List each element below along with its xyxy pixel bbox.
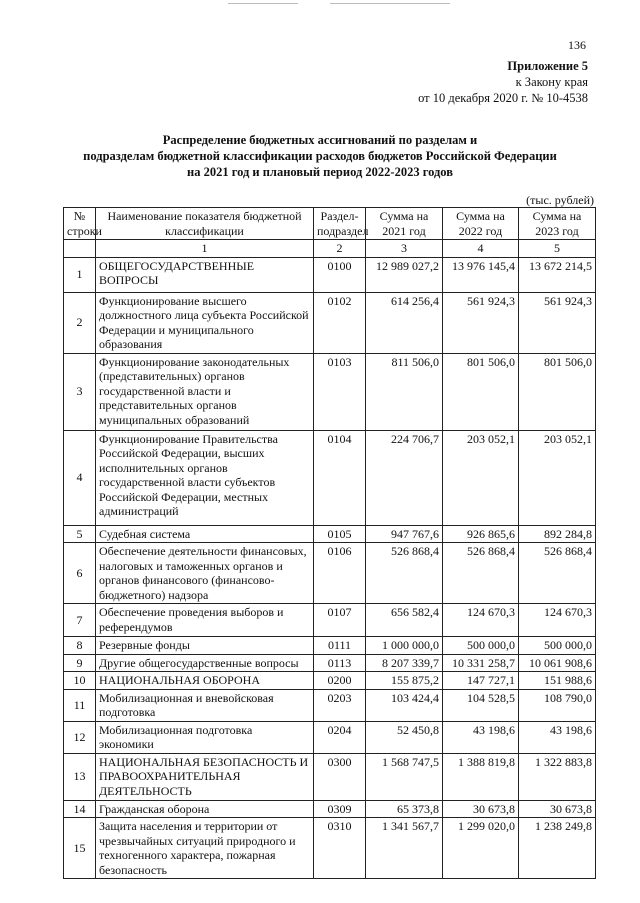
header-row <box>64 208 596 240</box>
row-amount-2023: 1 322 883,8 <box>519 753 596 800</box>
row-code: 0300 <box>314 753 366 800</box>
row-amount-2022: 203 052,1 <box>443 430 519 525</box>
row-amount-2021: 52 450,8 <box>366 721 443 753</box>
row-number: 15 <box>64 818 96 879</box>
column-number: 5 <box>519 240 596 258</box>
row-amount-2021: 1 341 567,7 <box>366 818 443 879</box>
row-number: 5 <box>64 525 96 543</box>
row-amount-2021: 155 875,2 <box>366 672 443 690</box>
header-code: Раздел-подраздел <box>314 208 366 240</box>
table-row <box>64 353 596 430</box>
row-amount-2022: 43 198,6 <box>443 721 519 753</box>
row-number: 13 <box>64 753 96 800</box>
row-amount-2022: 1 299 020,0 <box>443 818 519 879</box>
row-name: Защита населения и территории от чрезвычайных ситуаций природного и техногенного характера, пожарная безопасность <box>96 818 314 879</box>
row-amount-2022: 561 924,3 <box>443 292 519 353</box>
row-number: 8 <box>64 637 96 655</box>
row-code: 0310 <box>314 818 366 879</box>
scan-artifact <box>228 3 298 4</box>
row-amount-2023: 108 790,0 <box>519 689 596 721</box>
row-code: 0104 <box>314 430 366 525</box>
column-number: 2 <box>314 240 366 258</box>
row-amount-2021: 12 989 027,2 <box>366 257 443 292</box>
row-amount-2022: 104 528,5 <box>443 689 519 721</box>
row-code: 0106 <box>314 543 366 604</box>
table-row <box>64 637 596 655</box>
row-amount-2022: 13 976 145,4 <box>443 257 519 292</box>
table-row <box>64 753 596 800</box>
row-number: 1 <box>64 257 96 292</box>
row-amount-2023: 43 198,6 <box>519 721 596 753</box>
row-name: Мобилизационная и вневойсковая подготовка <box>96 689 314 721</box>
header-2023: Сумма на 2023 год <box>519 208 596 240</box>
header-num: № строки <box>64 208 96 240</box>
row-code: 0113 <box>314 654 366 672</box>
row-amount-2021: 1 568 747,5 <box>366 753 443 800</box>
title-line: на 2021 год и плановый период 2022-2023 годов <box>187 165 453 179</box>
row-amount-2023: 1 238 249,8 <box>519 818 596 879</box>
header-2022: Сумма на 2022 год <box>443 208 519 240</box>
row-amount-2021: 526 868,4 <box>366 543 443 604</box>
table-row <box>64 689 596 721</box>
appendix-title: Приложение 5 <box>507 59 588 73</box>
row-code: 0103 <box>314 353 366 430</box>
row-amount-2021: 614 256,4 <box>366 292 443 353</box>
row-name: НАЦИОНАЛЬНАЯ ОБОРОНА <box>96 672 314 690</box>
row-number: 10 <box>64 672 96 690</box>
row-amount-2023: 526 868,4 <box>519 543 596 604</box>
table-row <box>64 604 596 637</box>
column-number: 3 <box>366 240 443 258</box>
table-row <box>64 818 596 879</box>
row-name: Функционирование Правительства Российской Федерации, высших исполнительных органов государственной власти субъектов Российской Федерации, местных администраций <box>96 430 314 525</box>
row-number: 12 <box>64 721 96 753</box>
row-code: 0107 <box>314 604 366 637</box>
row-amount-2023: 151 988,6 <box>519 672 596 690</box>
row-amount-2022: 30 673,8 <box>443 800 519 818</box>
row-amount-2023: 124 670,3 <box>519 604 596 637</box>
row-name: Обеспечение проведения выборов и референдумов <box>96 604 314 637</box>
row-amount-2023: 561 924,3 <box>519 292 596 353</box>
row-amount-2022: 124 670,3 <box>443 604 519 637</box>
row-amount-2023: 801 506,0 <box>519 353 596 430</box>
appendix-reference <box>418 58 588 106</box>
row-code: 0100 <box>314 257 366 292</box>
row-name: Мобилизационная подготовка экономики <box>96 721 314 753</box>
row-amount-2023: 30 673,8 <box>519 800 596 818</box>
row-amount-2022: 801 506,0 <box>443 353 519 430</box>
table-row <box>64 543 596 604</box>
table-row <box>64 525 596 543</box>
row-amount-2021: 65 373,8 <box>366 800 443 818</box>
appendix-law: к Закону края <box>515 75 588 89</box>
row-number: 3 <box>64 353 96 430</box>
row-number: 11 <box>64 689 96 721</box>
scan-artifact <box>330 3 450 4</box>
row-amount-2022: 926 865,6 <box>443 525 519 543</box>
column-number-blank <box>64 240 96 258</box>
row-amount-2021: 103 424,4 <box>366 689 443 721</box>
units-label: (тыс. рублей) <box>526 193 594 207</box>
row-amount-2022: 1 388 819,8 <box>443 753 519 800</box>
row-amount-2023: 500 000,0 <box>519 637 596 655</box>
row-code: 0204 <box>314 721 366 753</box>
document-title <box>60 132 580 180</box>
row-amount-2021: 8 207 339,7 <box>366 654 443 672</box>
page-number: 136 <box>568 38 586 52</box>
row-amount-2022: 147 727,1 <box>443 672 519 690</box>
row-amount-2022: 10 331 258,7 <box>443 654 519 672</box>
row-amount-2023: 203 052,1 <box>519 430 596 525</box>
row-code: 0309 <box>314 800 366 818</box>
row-amount-2021: 1 000 000,0 <box>366 637 443 655</box>
row-code: 0102 <box>314 292 366 353</box>
row-name: НАЦИОНАЛЬНАЯ БЕЗОПАСНОСТЬ И ПРАВООХРАНИТЕЛЬНАЯ ДЕЯТЕЛЬНОСТЬ <box>96 753 314 800</box>
row-code: 0105 <box>314 525 366 543</box>
row-amount-2022: 526 868,4 <box>443 543 519 604</box>
title-line: подразделам бюджетной классификации расходов бюджетов Российской Федерации <box>83 149 557 163</box>
table-row <box>64 800 596 818</box>
row-amount-2021: 224 706,7 <box>366 430 443 525</box>
row-name: Обеспечение деятельности финансовых, налоговых и таможенных органов и органов финансового (финансово-бюджетного) надзора <box>96 543 314 604</box>
budget-table <box>63 207 596 879</box>
table-row <box>64 257 596 292</box>
row-name: Функционирование высшего должностного лица субъекта Российской Федерации и муниципального образования <box>96 292 314 353</box>
row-number: 7 <box>64 604 96 637</box>
row-amount-2021: 947 767,6 <box>366 525 443 543</box>
row-name: Другие общегосударственные вопросы <box>96 654 314 672</box>
row-code: 0111 <box>314 637 366 655</box>
row-amount-2023: 10 061 908,6 <box>519 654 596 672</box>
table-row <box>64 654 596 672</box>
table-row <box>64 721 596 753</box>
table-row <box>64 430 596 525</box>
row-number: 2 <box>64 292 96 353</box>
row-name: ОБЩЕГОСУДАРСТВЕННЫЕ ВОПРОСЫ <box>96 257 314 292</box>
row-name: Гражданская оборона <box>96 800 314 818</box>
row-number: 6 <box>64 543 96 604</box>
header-name: Наименование показателя бюджетной классификации <box>96 208 314 240</box>
table-row <box>64 672 596 690</box>
row-amount-2021: 811 506,0 <box>366 353 443 430</box>
row-code: 0203 <box>314 689 366 721</box>
table-row <box>64 292 596 353</box>
row-number: 14 <box>64 800 96 818</box>
column-number: 1 <box>96 240 314 258</box>
row-number: 9 <box>64 654 96 672</box>
title-line: Распределение бюджетных ассигнований по разделам и <box>162 133 478 147</box>
row-code: 0200 <box>314 672 366 690</box>
row-name: Резервные фонды <box>96 637 314 655</box>
header-2021: Сумма на 2021 год <box>366 208 443 240</box>
row-name: Функционирование законодательных (представительных) органов государственной власти и представительных органов муниципальных образований <box>96 353 314 430</box>
appendix-date: от 10 декабря 2020 г. № 10-4538 <box>418 91 588 105</box>
row-amount-2023: 892 284,8 <box>519 525 596 543</box>
column-number: 4 <box>443 240 519 258</box>
row-amount-2022: 500 000,0 <box>443 637 519 655</box>
row-amount-2021: 656 582,4 <box>366 604 443 637</box>
row-amount-2023: 13 672 214,5 <box>519 257 596 292</box>
column-number-row <box>64 240 596 258</box>
row-number: 4 <box>64 430 96 525</box>
row-name: Судебная система <box>96 525 314 543</box>
